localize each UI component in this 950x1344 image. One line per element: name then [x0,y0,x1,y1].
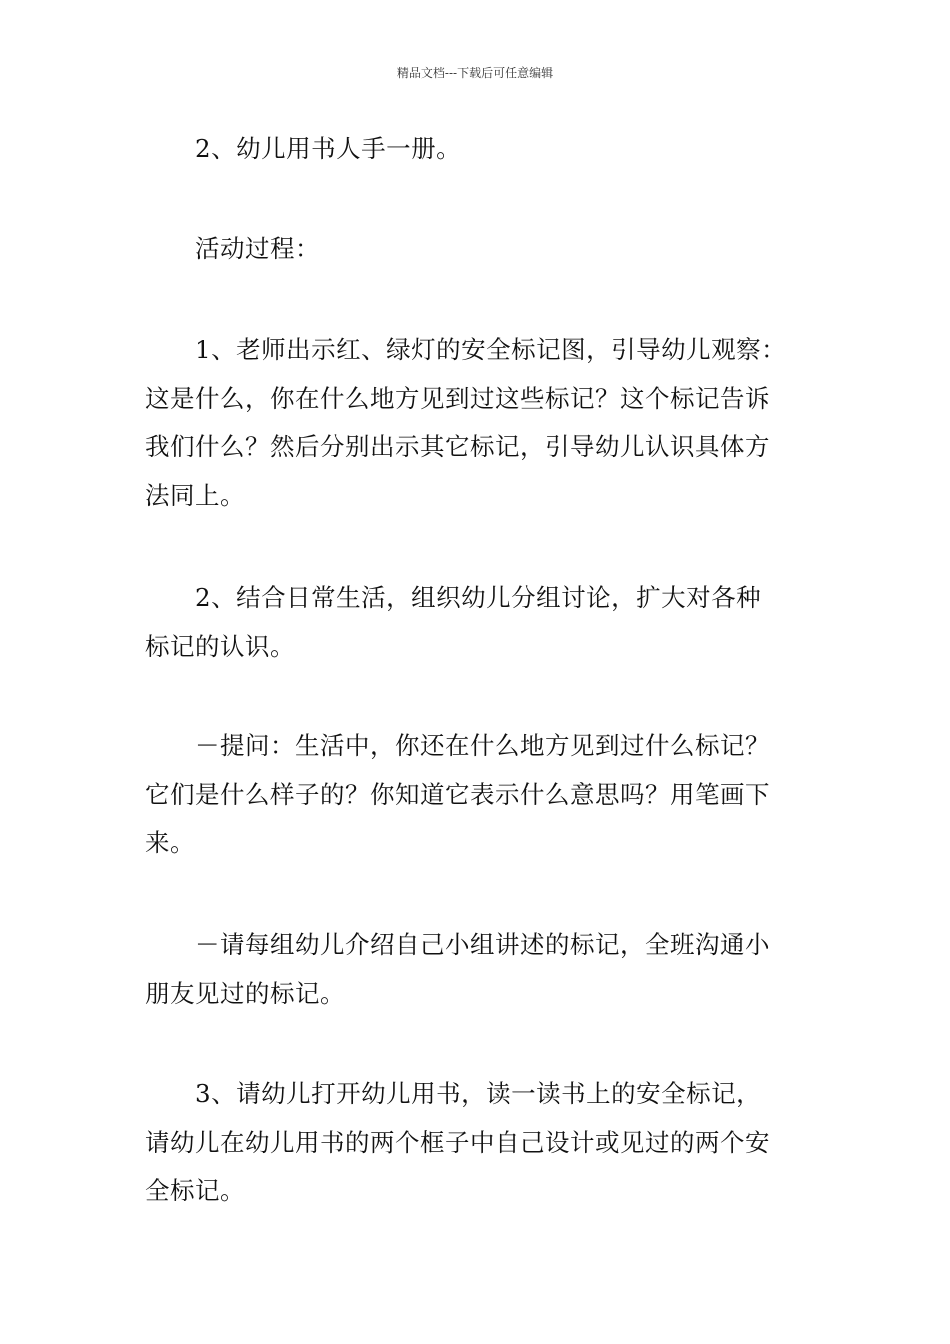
page-header: 精品文档---下载后可任意编辑 [396,66,554,80]
text-line: －提问：生活中，你还在什么地方见到过什么标记？ [145,731,770,760]
text-line: 朋友见过的标记。 [145,978,345,1008]
text-line: 我们什么？然后分别出示其它标记，引导幼儿认识具体方 [145,432,770,461]
text-line: 标记的认识。 [145,631,295,661]
paragraph-step-2 [145,574,813,671]
text-line: 3、请幼儿打开幼儿用书，读一读书上的安全标记， [145,1079,762,1108]
paragraph-step-1 [145,326,813,520]
text-line: 这是什么，你在什么地方见到过这些标记？这个标记告诉 [145,383,770,413]
text-line: 2、结合日常生活，组织幼儿分组讨论，扩大对各种 [145,583,762,612]
text-line: 请幼儿在幼儿用书的两个框子中自己设计或见过的两个安 [145,1127,770,1157]
paragraph-process-heading [145,225,813,274]
text-line: 来。 [145,828,195,857]
text-line: 2、幼儿用书人手一册。 [145,134,462,163]
paragraph-question [145,722,813,868]
text-line: 全标记。 [145,1176,245,1205]
text-line: －请每组幼儿介绍自己小组讲述的标记，全班沟通小 [145,930,770,959]
paragraph-materials-2 [145,125,813,174]
text-line: 1、老师出示红、绿灯的安全标记图，引导幼儿观察： [145,335,787,364]
text-line: 法同上。 [145,480,245,510]
paragraph-step-3 [145,1070,813,1216]
text-line: 活动过程： [145,234,320,263]
paragraph-group-intro [145,921,813,1018]
text-line: 它们是什么样子的？你知道它表示什么意思吗？用笔画下 [145,779,770,809]
